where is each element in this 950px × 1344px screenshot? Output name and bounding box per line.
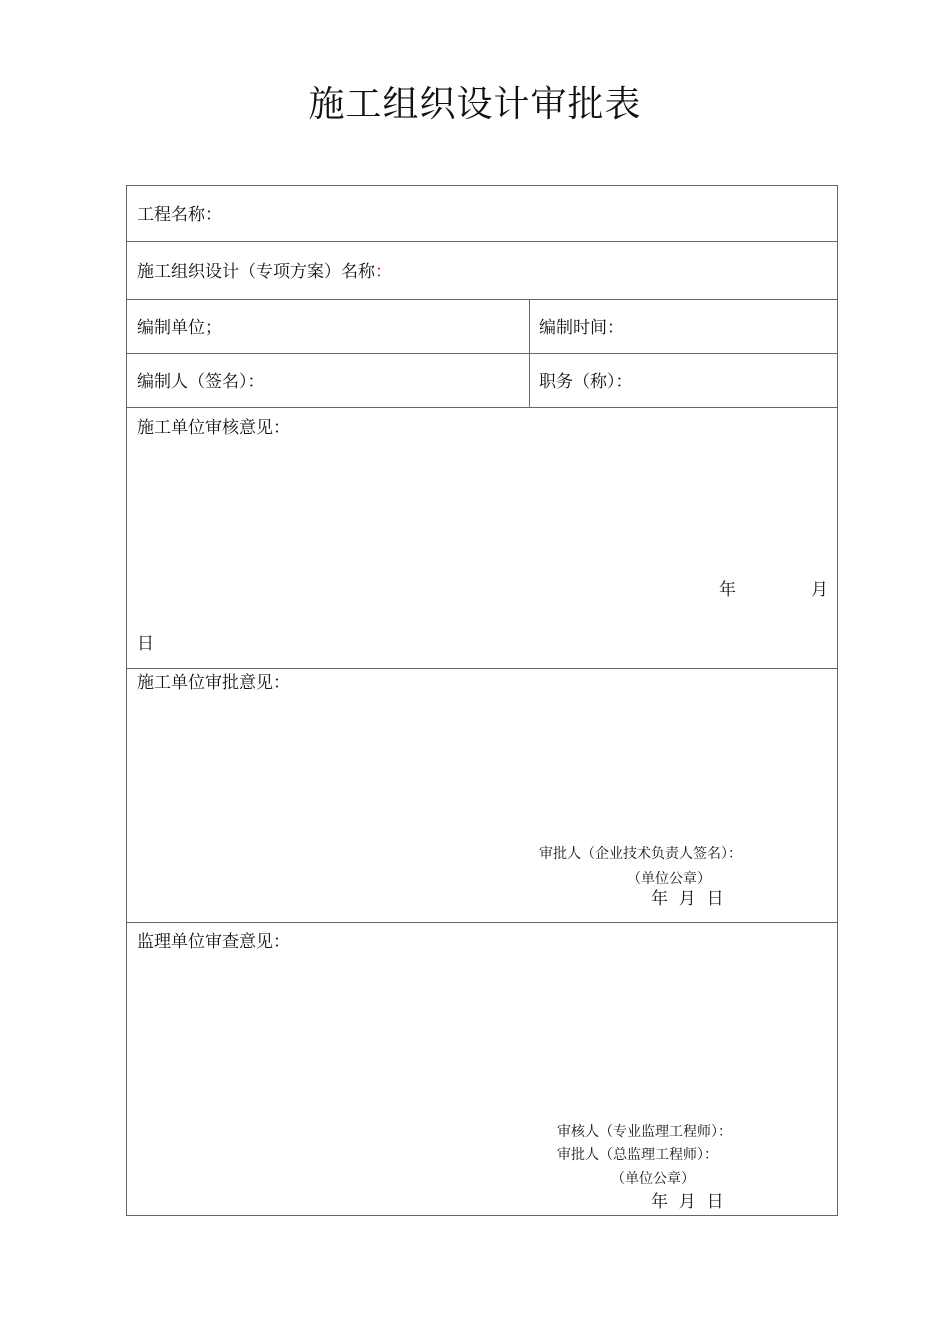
unit-field[interactable]: 编制单位； — [137, 318, 222, 338]
page-title: 施工组织设计审批表 — [308, 84, 642, 125]
approval-approver: 审批人（企业技术负责人签名）： — [539, 846, 742, 862]
review-day: 日 — [137, 634, 154, 654]
row-divider — [127, 668, 837, 669]
row-divider — [127, 241, 837, 242]
row-divider — [127, 299, 837, 300]
design-name-field[interactable] — [137, 262, 392, 282]
supervision-seal: （单位公章） — [611, 1171, 695, 1187]
supervision-date: 年 月 日 — [651, 1192, 724, 1212]
review-month: 月 — [811, 580, 828, 600]
review-label: 施工单位审核意见： — [137, 418, 290, 438]
project-name-field[interactable]: 工程名称： — [137, 205, 222, 225]
approval-date: 年 月 日 — [651, 889, 724, 909]
approval-form — [126, 185, 838, 1216]
approval-seal: （单位公章） — [627, 871, 711, 887]
row-divider — [127, 353, 837, 354]
approval-label: 施工单位审批意见： — [137, 673, 290, 693]
row-divider — [127, 922, 837, 923]
supervision-reviewer: 审核人（专业监理工程师）： — [557, 1124, 732, 1140]
row-divider — [127, 407, 837, 408]
review-year: 年 — [719, 580, 736, 600]
supervision-label: 监理单位审查意见： — [137, 932, 290, 952]
column-divider — [529, 299, 530, 407]
author-field[interactable]: 编制人（签名）： — [137, 372, 265, 392]
time-field[interactable]: 编制时间： — [539, 318, 624, 338]
supervision-approver: 审批人（总监理工程师）： — [557, 1147, 718, 1163]
design-name-colon: ： — [375, 262, 392, 282]
position-field[interactable]: 职务（称）： — [539, 372, 633, 392]
design-name-label: 施工组织设计（专项方案）名称 — [137, 262, 375, 282]
